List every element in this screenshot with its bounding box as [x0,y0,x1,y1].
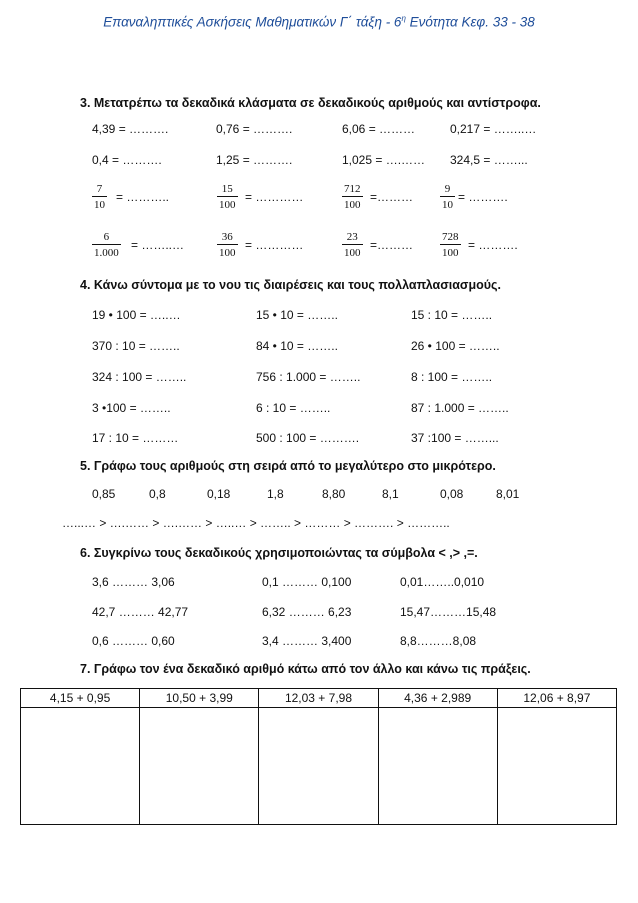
fraction-denominator: 1.000 [92,244,121,259]
exercise-4-item: 3 •100 = …….. [92,401,171,415]
fraction-denominator: 100 [342,244,363,259]
fraction-numerator: 23 [346,231,358,243]
exercise-4-title: 4. Κάνω σύντομα με το νου τις διαιρέσεις και τους πολλαπλασιασμούς. [80,278,501,292]
fraction-answer: =……… [370,190,414,204]
fraction-answer: = ………. [458,190,508,204]
fraction-denominator: 100 [342,196,363,211]
fraction-numerator: 7 [96,183,103,195]
work-space-cell [378,708,497,825]
exercise-3-item: 1,25 = ………. [216,153,293,167]
exercise-4-item: 756 : 1.000 = …….. [256,370,361,384]
fraction [342,231,363,259]
number-to-order: 0,08 [440,487,464,501]
exercise-4-item: 87 : 1.000 = …….. [411,401,509,415]
fraction [92,231,121,259]
fraction [440,231,461,259]
number-to-order: 8,01 [496,487,520,501]
number-to-order: 8,80 [322,487,346,501]
exercise-3-item: 0,4 = ………. [92,153,162,167]
comparison-item: 8,8………8,08 [400,634,477,648]
comparison-item: 0,01……..0,010 [400,575,485,589]
operation-header: 12,03 + 7,98 [259,689,378,708]
operation-header: 4,15 + 0,95 [21,689,140,708]
fraction-numerator: 6 [103,231,110,243]
work-space-cell [259,708,378,825]
exercise-4-item: 15 : 10 = …….. [411,308,493,322]
header-text-end: Ενότητα Κεφ. 33 - 38 [405,14,535,30]
fraction-answer: =……… [370,238,414,252]
fraction [92,183,107,211]
comparison-item: 15,47………15,48 [400,605,497,619]
fraction-numerator: 728 [442,231,459,243]
fraction-denominator: 100 [217,196,238,211]
exercise-3-item: 0,76 = ………. [216,122,293,136]
exercise-3-item: 324,5 = ……... [450,153,528,167]
exercise-4-item: 8 : 100 = …….. [411,370,493,384]
operation-header: 12,06 + 8,97 [497,689,616,708]
exercise-4-item: 324 : 100 = …….. [92,370,187,384]
fraction [440,183,455,211]
fraction [217,183,238,211]
comparison-item: 0,1 ……… 0,100 [262,575,352,589]
work-space-cell [140,708,259,825]
fraction-answer: = ………. [468,238,518,252]
operations-table [20,688,617,825]
operation-header: 4,36 + 2,989 [378,689,497,708]
exercise-4-item: 370 : 10 = …….. [92,339,180,353]
exercise-4-item: 6 : 10 = …….. [256,401,331,415]
header-text: Επαναληπτικές Ασκήσεις Μαθηματικών Γ΄ τάξη - 6 [103,14,402,30]
comparison-item: 6,32 ……… 6,23 [262,605,352,619]
number-to-order: 1,8 [267,487,284,501]
work-space-cell [497,708,616,825]
page-header [0,14,638,30]
exercise-3-item: 4,39 = ………. [92,122,169,136]
fraction-answer: = ……..… [131,238,185,252]
exercise-4-item: 500 : 100 = ………. [256,431,360,445]
fraction [217,231,238,259]
exercise-5-title: 5. Γράφω τους αριθμούς στη σειρά από το μεγαλύτερο στο μικρότερο. [80,459,496,473]
comparison-item: 3,4 ……… 3,400 [262,634,352,648]
fraction-denominator: 10 [440,196,455,211]
number-to-order: 0,8 [149,487,166,501]
number-to-order: 8,1 [382,487,399,501]
header-superscript: η [401,14,406,23]
ordering-answer-line: …...… > ….…… > ….…… > …..… > …….. > ……… > ………. > ……….. [62,516,450,530]
fraction-answer: = ………… [245,190,304,204]
fraction-denominator: 100 [440,244,461,259]
exercise-3-item: 1,025 = ….…… [342,153,426,167]
number-to-order: 0,85 [92,487,116,501]
exercise-4-item: 26 • 100 = …….. [411,339,500,353]
fraction-answer: = ……….. [116,190,170,204]
exercise-6-title: 6. Συγκρίνω τους δεκαδικούς χρησιμοποιώντας τα σύμβολα < ,> ,=. [80,546,478,560]
number-to-order: 0,18 [207,487,231,501]
fraction-answer: = ………… [245,238,304,252]
fraction-numerator: 9 [444,183,451,195]
exercise-7-title: 7. Γράφω τον ένα δεκαδικό αριθμό κάτω από τον άλλο και κάνω τις πράξεις. [80,662,531,676]
comparison-item: 0,6 ……… 0,60 [92,634,175,648]
exercise-3-title: 3. Μετατρέπω τα δεκαδικά κλάσματα σε δεκαδικούς αριθμούς και αντίστροφα. [80,96,541,110]
fraction-denominator: 10 [92,196,107,211]
exercise-4-item: 84 • 10 = …….. [256,339,338,353]
exercise-4-item: 37 :100 = ……... [411,431,499,445]
comparison-item: 3,6 ……… 3,06 [92,575,175,589]
exercise-3-item: 6,06 = ……… [342,122,416,136]
fraction-denominator: 100 [217,244,238,259]
comparison-item: 42,7 ……… 42,77 [92,605,189,619]
exercise-4-item: 15 • 10 = …….. [256,308,338,322]
fraction-numerator: 36 [221,231,233,243]
fraction-numerator: 712 [344,183,361,195]
exercise-4-item: 19 • 100 = …..… [92,308,181,322]
exercise-3-item: 0,217 = ……..… [450,122,537,136]
exercise-4-item: 17 : 10 = ……… [92,431,179,445]
fraction-numerator: 15 [221,183,233,195]
fraction [342,183,363,211]
work-space-cell [21,708,140,825]
operation-header: 10,50 + 3,99 [140,689,259,708]
